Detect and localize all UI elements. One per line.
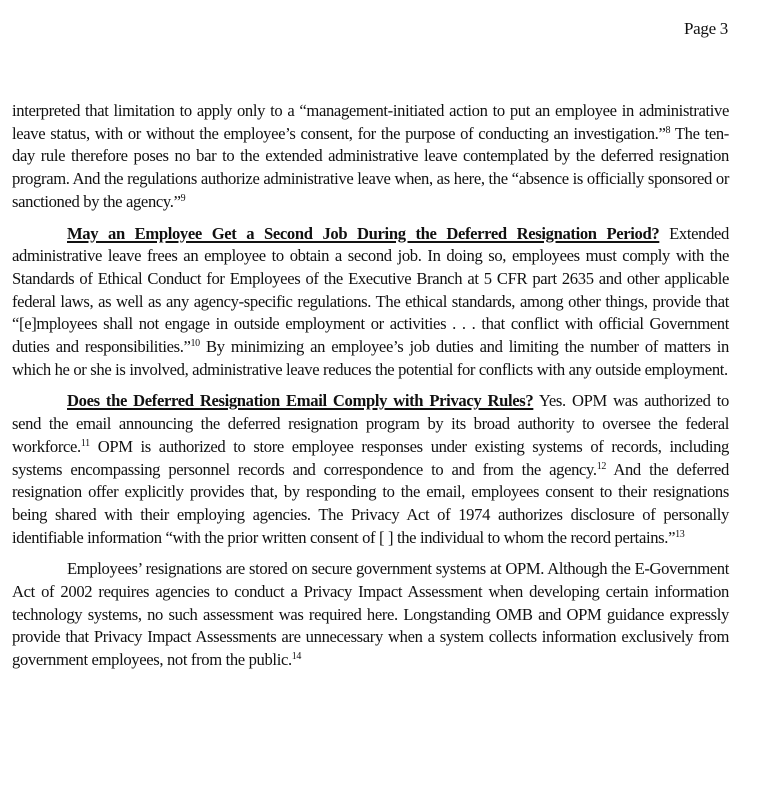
footnote-ref-9[interactable]: 9 [180, 192, 186, 204]
paragraph-text: Extended administrative leave frees an employee to obtain a second job. In doing so, employees must comply with the Standards of Ethical Conduct for Employees of the Executive Branch at 5 CFR part 2635 and other applicable federal laws, as well as any agency-specific regulations. The ethical standards, among other things, provide that “[e]mployees shall not engage in outside employment or activities . . . that conflict with official Government duties and responsibilities.” [12, 223, 729, 357]
footnote-ref-13[interactable]: 13 [675, 528, 685, 540]
footnote-ref-10[interactable]: 10 [190, 338, 200, 350]
paragraph-secure-storage [12, 558, 729, 672]
footnote-ref-8[interactable]: 8 [665, 124, 671, 136]
paragraph-text: interpreted that limitation to apply only to a “management-initiated action to put an employee in administrative leave status, with or without the employee’s consent, for the purpose of conducting an investigation.” [12, 101, 729, 143]
paragraph-text: OPM is authorized to store employee responses under existing systems of records, including systems encompassing personnel records and correspondence to and from the agency. [12, 436, 729, 479]
paragraph-text: Employees’ resignations are stored on secure government systems at OPM. Although the E-Government Act of 2002 requires agencies to conduct a Privacy Impact Assessment when developing certain information technology systems, no such assessment was required here. Longstanding OMB and OPM guidance expressly provide that Privacy Impact Assessments are unnecessary when a system collects information exclusively from government employees, not from the public. [12, 559, 729, 670]
page-number: Page 3 [684, 19, 728, 38]
section-heading-privacy-rules: Does the Deferred Resignation Email Comply with Privacy Rules? [67, 391, 534, 411]
footnote-ref-12[interactable]: 12 [596, 460, 607, 472]
document-body [12, 100, 729, 681]
paragraph-text: Yes. OPM was authorized to send the email announcing the deferred resignation program by its broad authority to oversee the federal workforce. [12, 391, 729, 456]
footnote-ref-11[interactable]: 11 [80, 437, 90, 449]
paragraph-privacy-rules [12, 390, 729, 549]
paragraph-text: By minimizing an employee’s job duties and limiting the number of matters in which he or she is involved, administrative leave reduces the potential for conflicts with any outside employment. [12, 337, 729, 379]
paragraph-text: And the deferred resignation offer explicitly provides that, by responding to the email, employees consent to their resignations being shared with their employing agencies. The Privacy Act of 1974 authorizes disclosure of personally identifiable information “with the prior written consent of [ ] the individual to whom the record pertains.” [12, 459, 729, 547]
paragraph-administrative-leave [12, 100, 729, 214]
paragraph-text: The ten-day rule therefore poses no bar to the extended administrative leave contemplated by the deferred resignation program. And the regulations authorize administrative leave when, as here, the “absence is officially sponsored or sanctioned by the agency.” [12, 123, 729, 211]
section-heading-second-job: May an Employee Get a Second Job During the Deferred Resignation Period? [67, 223, 660, 243]
footnote-ref-14[interactable]: 14 [291, 651, 302, 663]
paragraph-second-job [12, 223, 729, 382]
